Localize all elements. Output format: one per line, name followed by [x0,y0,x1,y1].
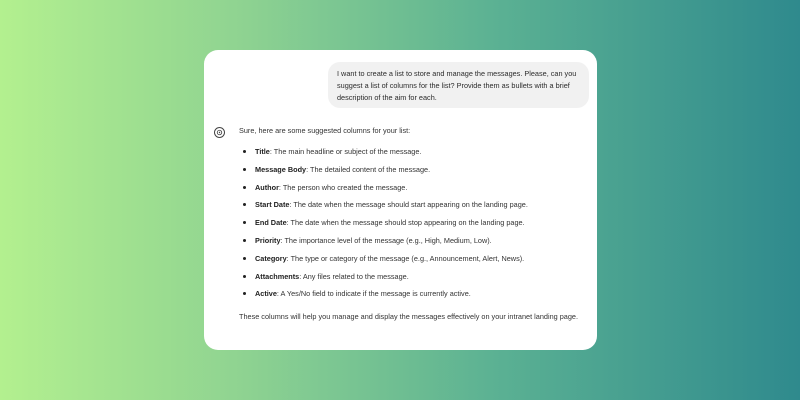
list-item [239,146,589,164]
bullet-dot [243,239,246,242]
bullet-dot [243,292,246,295]
column-name: Category [255,253,287,263]
column-name: Message Body [255,164,307,174]
assistant-response [239,125,589,324]
column-description: : The date when the message should start appearing on the landing page. [289,200,528,210]
bullet-dot [243,275,246,278]
user-message-text: I want to create a list to store and manage the messages. Please, can you suggest a list of columns for the list? Provide them as bullets with a brief description of the aim for each. [337,69,577,102]
column-name: Attachments [255,271,300,281]
bullet-dot [243,221,246,224]
user-message-bubble [328,62,589,108]
column-name: End Date [255,218,287,228]
list-item [239,288,589,306]
column-name: Author [255,182,279,192]
bullet-dot [243,186,246,189]
list-item [239,182,589,200]
list-item [239,235,589,253]
list-item [239,253,589,271]
chat-card [204,50,597,350]
bullet-dot [243,168,246,171]
list-item [239,164,589,182]
column-description: : The type or category of the message (e.g., Announcement, Alert, News). [286,253,525,263]
list-item [239,271,589,289]
column-description: : The person who created the message. [278,182,408,192]
column-description: : The importance level of the message (e.g., High, Medium, Low). [280,235,492,245]
column-description: : The date when the message should stop appearing on the landing page. [286,218,525,228]
column-description: : The detailed content of the message. [306,164,431,174]
column-name: Priority [255,235,281,245]
column-name: Title [255,147,270,156]
column-description: : Any files related to the message. [299,271,409,281]
column-name: Active [255,289,277,299]
bullet-dot [243,150,246,153]
column-description: : A Yes/No field to indicate if the message is currently active. [276,289,471,299]
column-list [239,146,589,306]
list-item [239,217,589,235]
list-item [239,199,589,217]
assistant-logo-icon [214,127,225,138]
column-name: Start Date [255,200,290,210]
assistant-intro: Sure, here are some suggested columns for your list: [239,126,411,135]
column-description: : The main headline or subject of the message. [269,147,422,156]
assistant-logo-glyph [216,129,223,136]
bullet-dot [243,203,246,206]
assistant-outro: These columns will help you manage and display the messages effectively on your intranet landing page. [239,312,578,322]
bullet-dot [243,257,246,260]
